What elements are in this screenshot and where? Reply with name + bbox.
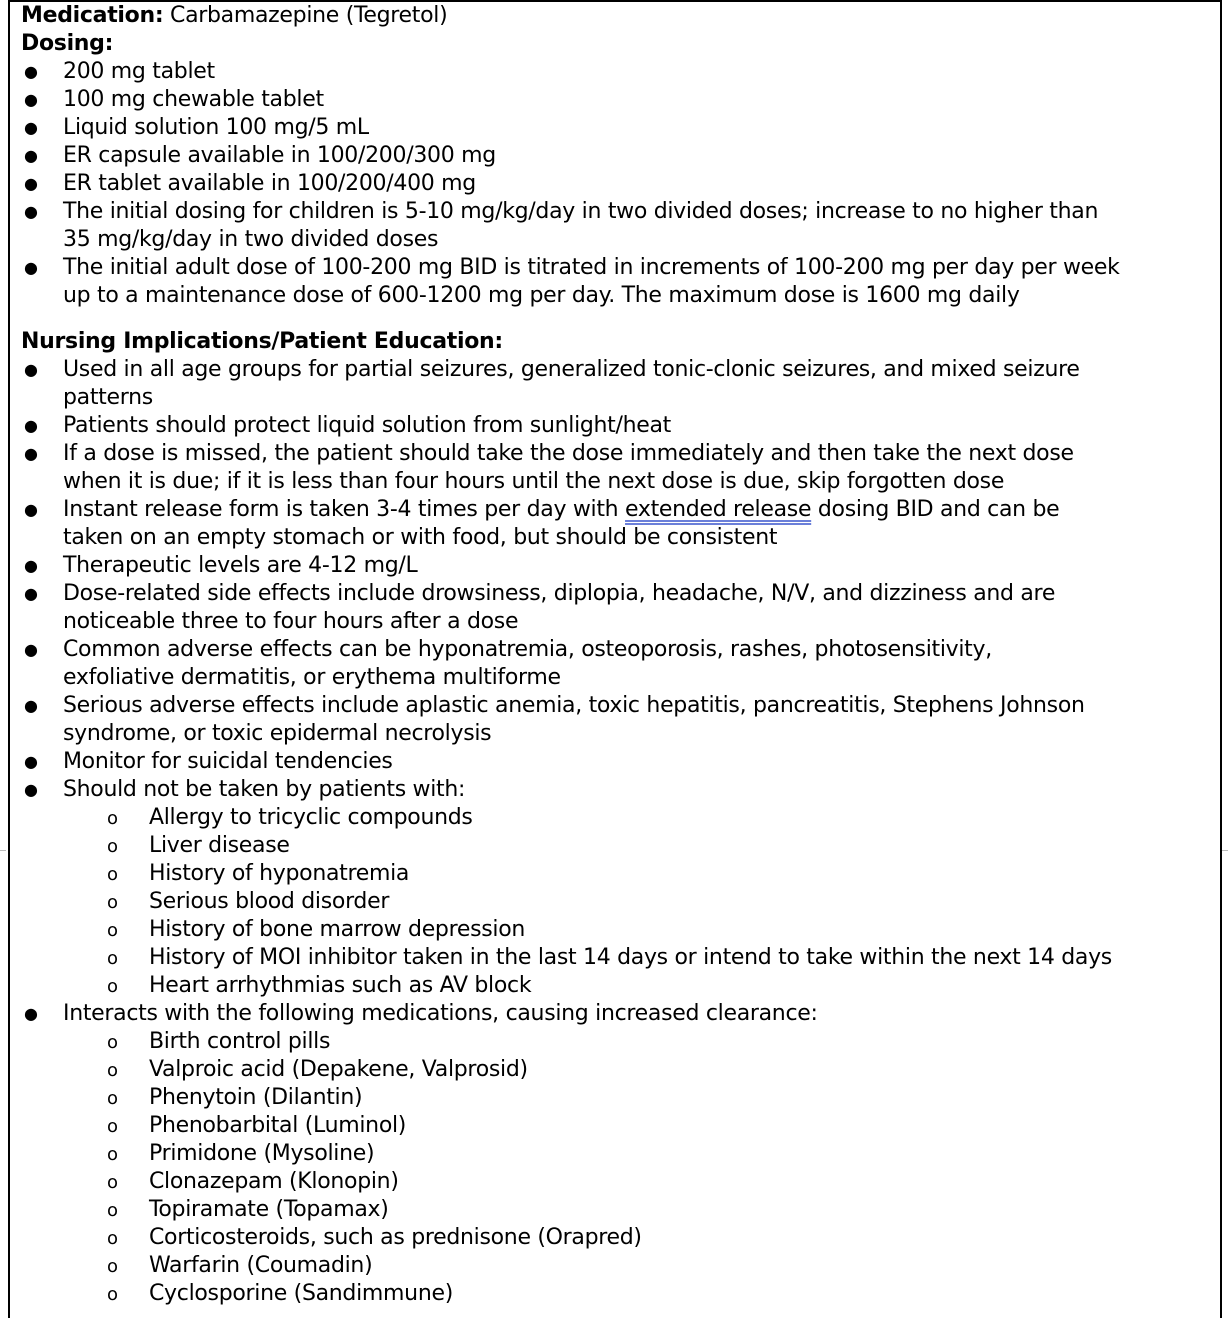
circle-bullet-icon: o <box>107 836 118 857</box>
bullet-icon: ● <box>24 780 38 799</box>
bullet-icon: ● <box>24 640 38 659</box>
list-item: ● If a dose is missed, the patient should take the dose immediately and then take the next dose when it is due; if it is less than four hours until the next dose is due, skip forgotten dose <box>24 441 1074 494</box>
sub-list-item: o History of hyponatremia <box>21 860 1211 888</box>
medication-name: Carbamazepine (Tegretol) <box>170 3 448 28</box>
list-item: ● Dose-related side effects include drowsiness, diplopia, headache, N/V, and dizziness and are noticeable three to four hours after a dose <box>24 581 1056 634</box>
bullet-icon: ● <box>24 202 38 221</box>
bullet-icon: ● <box>24 258 38 277</box>
sub-list-item: o Phenobarbital (Luminol) <box>21 1112 1211 1140</box>
page-break-marker <box>1222 850 1228 851</box>
sub-list-item: o History of MOI inhibitor taken in the last 14 days or intend to take within the next 14 days <box>21 944 1211 972</box>
bullet-icon: ● <box>24 500 38 519</box>
document-body <box>21 2 1211 1308</box>
spellcheck-flagged-text[interactable]: extended release <box>625 497 812 522</box>
bullet-icon: ● <box>24 146 38 165</box>
bullet-icon: ● <box>24 696 38 715</box>
sub-list-item: o Heart arrhythmias such as AV block <box>21 972 1211 1000</box>
nursing-heading: Nursing Implications/Patient Education: <box>21 329 503 354</box>
circle-bullet-icon: o <box>107 864 118 885</box>
sub-list-item: o Topiramate (Topamax) <box>21 1196 1211 1224</box>
list-item: ● 200 mg tablet <box>24 59 215 84</box>
list-item: ● Therapeutic levels are 4-12 mg/L <box>24 553 418 578</box>
sub-list-item: o Liver disease <box>21 832 1211 860</box>
circle-bullet-icon: o <box>107 948 118 969</box>
list-item: ● Used in all age groups for partial seizures, generalized tonic-clonic seizures, and mixed seizure patterns <box>24 357 1080 410</box>
bullet-icon: ● <box>24 584 38 603</box>
sub-list-item: o Allergy to tricyclic compounds <box>21 804 1211 832</box>
list-item: ● The initial adult dose of 100-200 mg BID is titrated in increments of 100-200 mg per day per week up to a maintenance dose of 600-1200 mg per day. The maximum dose is 1600 mg daily <box>24 255 1120 308</box>
bullet-icon: ● <box>24 174 38 193</box>
sub-list-item: o Valproic acid (Depakene, Valprosid) <box>21 1056 1211 1084</box>
circle-bullet-icon: o <box>107 1200 118 1221</box>
list-item: ● 100 mg chewable tablet <box>24 87 324 112</box>
page-break-marker <box>0 850 6 851</box>
circle-bullet-icon: o <box>107 920 118 941</box>
circle-bullet-icon: o <box>107 1144 118 1165</box>
sub-list-item: o Phenytoin (Dilantin) <box>21 1084 1211 1112</box>
circle-bullet-icon: o <box>107 976 118 997</box>
sub-list-item: o Birth control pills <box>21 1028 1211 1056</box>
sub-list-item: o Primidone (Mysoline) <box>21 1140 1211 1168</box>
list-item: ● Interacts with the following medications, causing increased clearance: <box>24 1001 818 1026</box>
bullet-icon: ● <box>24 118 38 137</box>
bullet-icon: ● <box>24 444 38 463</box>
bullet-icon: ● <box>24 416 38 435</box>
sub-list-item: o Clonazepam (Klonopin) <box>21 1168 1211 1196</box>
circle-bullet-icon: o <box>107 1060 118 1081</box>
list-item: ● The initial dosing for children is 5-10 mg/kg/day in two divided doses; increase to no higher than 35 mg/kg/day in two divided doses <box>24 199 1099 252</box>
bullet-icon: ● <box>24 556 38 575</box>
bullet-icon: ● <box>24 1004 38 1023</box>
circle-bullet-icon: o <box>107 1172 118 1193</box>
list-item: ● ER tablet available in 100/200/400 mg <box>24 171 476 196</box>
circle-bullet-icon: o <box>107 1116 118 1137</box>
sub-list-item: o Warfarin (Coumadin) <box>21 1252 1211 1280</box>
list-item: ● Serious adverse effects include aplastic anemia, toxic hepatitis, pancreatitis, Stephens Johnson syndrome, or toxic epidermal necrolysis <box>24 693 1085 746</box>
sub-list-item: o Cyclosporine (Sandimmune) <box>21 1280 1211 1308</box>
dosing-heading: Dosing: <box>21 31 114 56</box>
bullet-icon: ● <box>24 360 38 379</box>
list-item: ● Should not be taken by patients with: <box>24 777 466 802</box>
sub-list-item: o Corticosteroids, such as prednisone (Orapred) <box>21 1224 1211 1252</box>
circle-bullet-icon: o <box>107 892 118 913</box>
circle-bullet-icon: o <box>107 808 118 829</box>
list-item: ● Patients should protect liquid solution from sunlight/heat <box>24 413 672 438</box>
bullet-icon: ● <box>24 752 38 771</box>
bullet-icon: ● <box>24 62 38 81</box>
list-item: ● Common adverse effects can be hyponatremia, osteoporosis, rashes, photosensitivity, exfoliative dermatitis, or erythema multiforme <box>24 637 992 690</box>
list-item: ● Liquid solution 100 mg/5 mL <box>24 115 369 140</box>
list-item: ● ER capsule available in 100/200/300 mg <box>24 143 496 168</box>
circle-bullet-icon: o <box>107 1088 118 1109</box>
paragraph-spacer <box>21 310 1211 328</box>
sub-list-item: o Serious blood disorder <box>21 888 1211 916</box>
sub-list-item: o History of bone marrow depression <box>21 916 1211 944</box>
list-item: ● Monitor for suicidal tendencies <box>24 749 393 774</box>
medication-line <box>21 2 1211 30</box>
medication-label: Medication: <box>21 3 164 28</box>
circle-bullet-icon: o <box>107 1256 118 1277</box>
bullet-icon: ● <box>24 90 38 109</box>
circle-bullet-icon: o <box>107 1228 118 1249</box>
circle-bullet-icon: o <box>107 1032 118 1053</box>
circle-bullet-icon: o <box>107 1284 118 1305</box>
list-item: ● Instant release form is taken 3-4 times per day with extended release dosing BID and can be taken on an empty stomach or with food, but should be consistent <box>24 497 1060 550</box>
